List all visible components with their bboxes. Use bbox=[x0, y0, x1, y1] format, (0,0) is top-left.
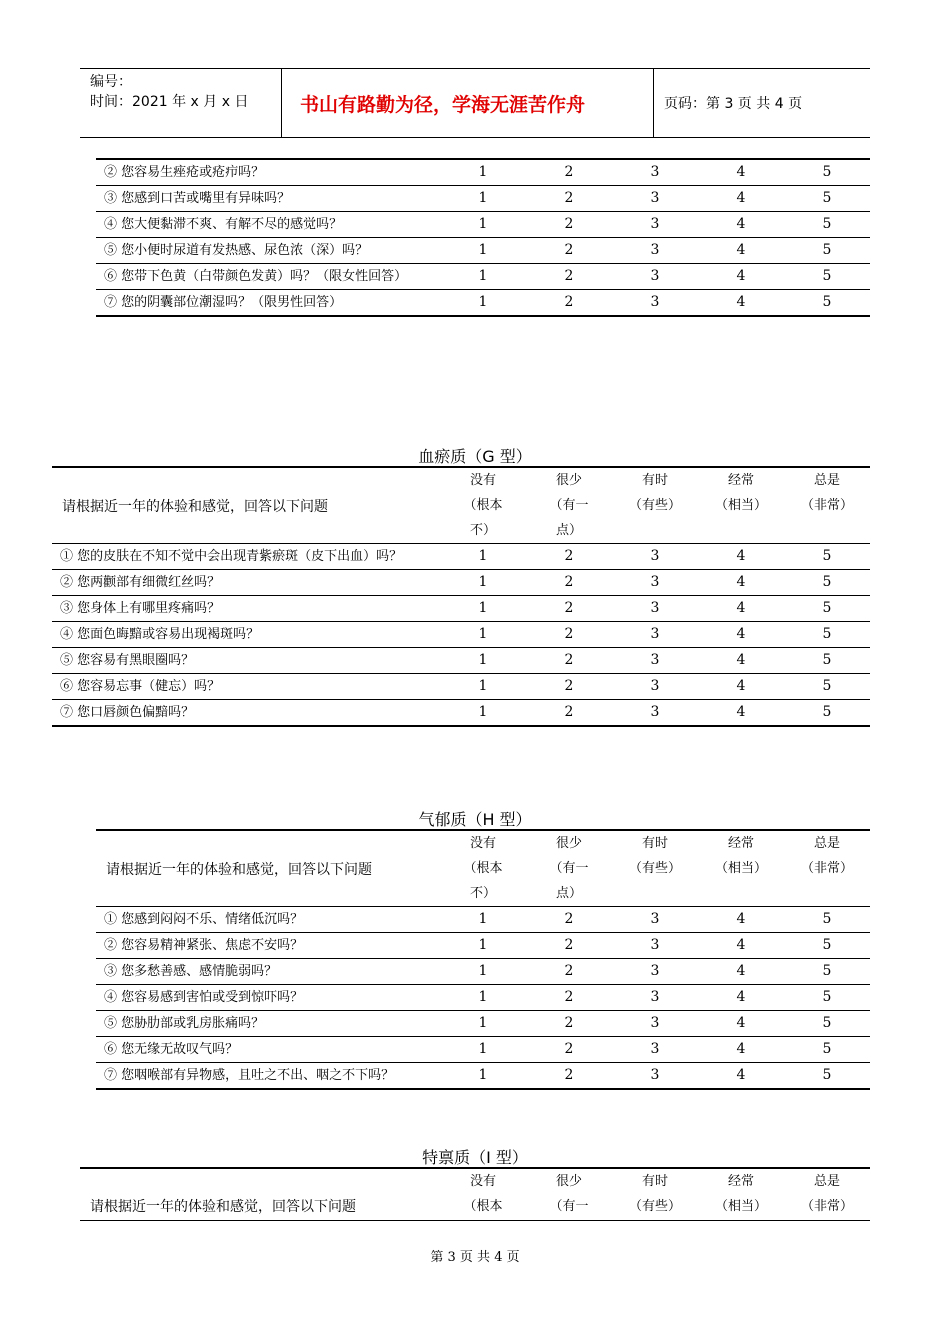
score-option-3[interactable]: 3 bbox=[612, 186, 698, 212]
question-row bbox=[52, 570, 870, 596]
score-option-4[interactable]: 4 bbox=[698, 1063, 784, 1090]
score-option-5[interactable]: 5 bbox=[784, 1011, 870, 1037]
question-text: ⑦ 您口唇颜色偏黯吗？ bbox=[52, 700, 440, 727]
score-option-5[interactable]: 5 bbox=[784, 544, 870, 570]
option-never: 没有 （根本 bbox=[440, 1168, 526, 1220]
section-g-title: 血瘀质（G 型） bbox=[418, 447, 532, 466]
option-always: 总是 （非常） bbox=[784, 467, 870, 544]
score-option-4[interactable]: 4 bbox=[698, 186, 784, 212]
question-text: ⑤ 您小便时尿道有发热感、尿色浓（深）吗？ bbox=[96, 238, 440, 264]
prompt-label: 请根据近一年的体验和感觉，回答以下问题 bbox=[96, 830, 440, 907]
score-option-1[interactable]: 1 bbox=[440, 674, 526, 700]
score-option-1[interactable]: 1 bbox=[440, 596, 526, 622]
question-row bbox=[96, 238, 870, 264]
score-option-3[interactable]: 3 bbox=[612, 596, 698, 622]
score-option-1[interactable]: 1 bbox=[440, 933, 526, 959]
score-option-5[interactable]: 5 bbox=[784, 1037, 870, 1063]
option-rarely: 很少 （有一 点） bbox=[526, 830, 612, 907]
question-text: ④ 您大便黏滞不爽、有解不尽的感觉吗？ bbox=[96, 212, 440, 238]
score-option-1[interactable]: 1 bbox=[440, 700, 526, 727]
option-often: 经常 （相当） bbox=[698, 467, 784, 544]
score-option-2[interactable]: 2 bbox=[526, 570, 612, 596]
table-section-g bbox=[52, 466, 870, 727]
page-header bbox=[80, 68, 870, 138]
score-option-2[interactable]: 2 bbox=[526, 186, 612, 212]
score-option-5[interactable]: 5 bbox=[784, 159, 870, 186]
score-option-5[interactable]: 5 bbox=[784, 238, 870, 264]
score-option-4[interactable]: 4 bbox=[698, 648, 784, 674]
score-option-5[interactable]: 5 bbox=[784, 985, 870, 1011]
score-option-5[interactable]: 5 bbox=[784, 648, 870, 674]
score-option-4[interactable]: 4 bbox=[698, 544, 784, 570]
table-section-f bbox=[96, 158, 870, 317]
score-option-5[interactable]: 5 bbox=[784, 1063, 870, 1090]
score-option-3[interactable]: 3 bbox=[612, 159, 698, 186]
question-text: ② 您两颧部有细微红丝吗？ bbox=[52, 570, 440, 596]
score-option-1[interactable]: 1 bbox=[440, 985, 526, 1011]
score-option-5[interactable]: 5 bbox=[784, 186, 870, 212]
score-option-5[interactable]: 5 bbox=[784, 959, 870, 985]
question-row bbox=[96, 933, 870, 959]
score-option-1[interactable]: 1 bbox=[440, 907, 526, 933]
score-option-4[interactable]: 4 bbox=[698, 264, 784, 290]
score-option-4[interactable]: 4 bbox=[698, 159, 784, 186]
score-option-2[interactable]: 2 bbox=[526, 648, 612, 674]
question-row bbox=[96, 212, 870, 238]
code-label: 编号： bbox=[90, 74, 132, 90]
option-never: 没有 （根本 不） bbox=[440, 830, 526, 907]
question-row bbox=[96, 959, 870, 985]
question-row bbox=[52, 596, 870, 622]
score-option-2[interactable]: 2 bbox=[526, 159, 612, 186]
score-option-5[interactable]: 5 bbox=[784, 212, 870, 238]
page-footer: 第 3 页 共 4 页 bbox=[430, 1250, 520, 1265]
score-option-3[interactable]: 3 bbox=[612, 544, 698, 570]
question-text: ⑥ 您无缘无故叹气吗？ bbox=[96, 1037, 440, 1063]
score-option-2[interactable]: 2 bbox=[526, 212, 612, 238]
question-row bbox=[96, 290, 870, 317]
score-option-5[interactable]: 5 bbox=[784, 596, 870, 622]
score-option-1[interactable]: 1 bbox=[440, 544, 526, 570]
question-row bbox=[96, 907, 870, 933]
question-text: ⑦ 您咽喉部有异物感，且吐之不出、咽之不下吗？ bbox=[96, 1063, 440, 1090]
header-page-label: 页码：第 3 页 共 4 页 bbox=[664, 96, 803, 112]
score-option-1[interactable]: 1 bbox=[440, 264, 526, 290]
score-option-5[interactable]: 5 bbox=[784, 264, 870, 290]
score-option-2[interactable]: 2 bbox=[526, 700, 612, 727]
score-option-3[interactable]: 3 bbox=[612, 622, 698, 648]
question-text: ① 您的皮肤在不知不觉中会出现青紫瘀斑（皮下出血）吗？ bbox=[52, 544, 440, 570]
score-option-1[interactable]: 1 bbox=[440, 570, 526, 596]
score-option-3[interactable]: 3 bbox=[612, 238, 698, 264]
score-option-4[interactable]: 4 bbox=[698, 238, 784, 264]
score-option-3[interactable]: 3 bbox=[612, 1011, 698, 1037]
table-section-h bbox=[96, 829, 870, 1090]
score-option-3[interactable]: 3 bbox=[612, 700, 698, 727]
score-option-3[interactable]: 3 bbox=[612, 290, 698, 317]
question-row bbox=[52, 544, 870, 570]
score-option-2[interactable]: 2 bbox=[526, 622, 612, 648]
score-option-3[interactable]: 3 bbox=[612, 959, 698, 985]
question-text: ② 您容易精神紧张、焦虑不安吗？ bbox=[96, 933, 440, 959]
score-option-2[interactable]: 2 bbox=[526, 1037, 612, 1063]
score-option-3[interactable]: 3 bbox=[612, 212, 698, 238]
score-option-2[interactable]: 2 bbox=[526, 1063, 612, 1090]
score-option-3[interactable]: 3 bbox=[612, 933, 698, 959]
score-option-5[interactable]: 5 bbox=[784, 622, 870, 648]
score-option-5[interactable]: 5 bbox=[784, 570, 870, 596]
question-row bbox=[96, 1011, 870, 1037]
score-option-4[interactable]: 4 bbox=[698, 1037, 784, 1063]
option-sometimes: 有时 （有些） bbox=[612, 1168, 698, 1220]
question-row bbox=[96, 1037, 870, 1063]
score-option-1[interactable]: 1 bbox=[440, 1063, 526, 1090]
question-text: ① 您感到闷闷不乐、情绪低沉吗？ bbox=[96, 907, 440, 933]
option-always: 总是 （非常） bbox=[784, 1168, 870, 1220]
option-rarely: 很少 （有一 点） bbox=[526, 467, 612, 544]
option-rarely: 很少 （有一 bbox=[526, 1168, 612, 1220]
option-never: 没有 （根本 不） bbox=[440, 467, 526, 544]
score-option-2[interactable]: 2 bbox=[526, 674, 612, 700]
option-often: 经常 （相当） bbox=[698, 830, 784, 907]
question-text: ④ 您容易感到害怕或受到惊吓吗？ bbox=[96, 985, 440, 1011]
question-row bbox=[52, 674, 870, 700]
score-option-2[interactable]: 2 bbox=[526, 985, 612, 1011]
question-text: ⑤ 您胁肋部或乳房胀痛吗？ bbox=[96, 1011, 440, 1037]
question-text: ③ 您多愁善感、感情脆弱吗？ bbox=[96, 959, 440, 985]
score-option-4[interactable]: 4 bbox=[698, 622, 784, 648]
question-row bbox=[96, 1063, 870, 1090]
score-option-4[interactable]: 4 bbox=[698, 933, 784, 959]
score-option-2[interactable]: 2 bbox=[526, 264, 612, 290]
score-option-5[interactable]: 5 bbox=[784, 700, 870, 727]
option-sometimes: 有时 （有些） bbox=[612, 830, 698, 907]
score-option-3[interactable]: 3 bbox=[612, 674, 698, 700]
score-option-4[interactable]: 4 bbox=[698, 985, 784, 1011]
time-label: 时间：2021 年 x 月 x 日 bbox=[90, 94, 249, 110]
question-text: ⑥ 您容易忘事（健忘）吗？ bbox=[52, 674, 440, 700]
option-often: 经常 （相当） bbox=[698, 1168, 784, 1220]
score-option-3[interactable]: 3 bbox=[612, 907, 698, 933]
question-text: ② 您容易生痤疮或疮疖吗？ bbox=[96, 159, 440, 186]
header-motto: 书山有路勤为径，学海无涯苦作舟 bbox=[282, 69, 654, 137]
score-option-4[interactable]: 4 bbox=[698, 1011, 784, 1037]
score-option-4[interactable]: 4 bbox=[698, 596, 784, 622]
question-row bbox=[96, 264, 870, 290]
question-row bbox=[96, 159, 870, 186]
question-row bbox=[96, 985, 870, 1011]
score-option-1[interactable]: 1 bbox=[440, 186, 526, 212]
prompt-label: 请根据近一年的体验和感觉，回答以下问题 bbox=[80, 1168, 440, 1220]
score-option-2[interactable]: 2 bbox=[526, 907, 612, 933]
score-option-5[interactable]: 5 bbox=[784, 290, 870, 317]
question-text: ③ 您感到口苦或嘴里有异味吗？ bbox=[96, 186, 440, 212]
score-option-4[interactable]: 4 bbox=[698, 959, 784, 985]
table-section-i bbox=[80, 1167, 870, 1221]
question-text: ⑥ 您带下色黄（白带颜色发黄）吗？（限女性回答） bbox=[96, 264, 440, 290]
prompt-label: 请根据近一年的体验和感觉，回答以下问题 bbox=[52, 467, 440, 544]
question-row bbox=[96, 186, 870, 212]
score-option-2[interactable]: 2 bbox=[526, 290, 612, 317]
question-text: ⑤ 您容易有黑眼圈吗？ bbox=[52, 648, 440, 674]
score-option-3[interactable]: 3 bbox=[612, 264, 698, 290]
score-option-1[interactable]: 1 bbox=[440, 959, 526, 985]
score-option-4[interactable]: 4 bbox=[698, 700, 784, 727]
score-option-5[interactable]: 5 bbox=[784, 674, 870, 700]
score-option-3[interactable]: 3 bbox=[612, 1037, 698, 1063]
option-sometimes: 有时 （有些） bbox=[612, 467, 698, 544]
score-option-1[interactable]: 1 bbox=[440, 290, 526, 317]
score-option-3[interactable]: 3 bbox=[612, 1063, 698, 1090]
score-option-4[interactable]: 4 bbox=[698, 212, 784, 238]
score-option-2[interactable]: 2 bbox=[526, 1011, 612, 1037]
score-option-2[interactable]: 2 bbox=[526, 933, 612, 959]
score-option-5[interactable]: 5 bbox=[784, 933, 870, 959]
question-row bbox=[52, 622, 870, 648]
score-option-2[interactable]: 2 bbox=[526, 959, 612, 985]
score-option-3[interactable]: 3 bbox=[612, 648, 698, 674]
score-option-1[interactable]: 1 bbox=[440, 1011, 526, 1037]
question-row bbox=[52, 700, 870, 727]
score-option-1[interactable]: 1 bbox=[440, 622, 526, 648]
score-option-4[interactable]: 4 bbox=[698, 290, 784, 317]
score-option-1[interactable]: 1 bbox=[440, 159, 526, 186]
score-option-3[interactable]: 3 bbox=[612, 570, 698, 596]
question-text: ③ 您身体上有哪里疼痛吗？ bbox=[52, 596, 440, 622]
section-h-title: 气郁质（H 型） bbox=[418, 810, 532, 829]
score-option-4[interactable]: 4 bbox=[698, 907, 784, 933]
score-option-2[interactable]: 2 bbox=[526, 544, 612, 570]
score-option-1[interactable]: 1 bbox=[440, 648, 526, 674]
score-option-4[interactable]: 4 bbox=[698, 570, 784, 596]
score-option-5[interactable]: 5 bbox=[784, 907, 870, 933]
question-row bbox=[52, 648, 870, 674]
score-option-3[interactable]: 3 bbox=[612, 985, 698, 1011]
score-option-1[interactable]: 1 bbox=[440, 1037, 526, 1063]
section-i-title: 特禀质（I 型） bbox=[422, 1148, 528, 1167]
score-option-2[interactable]: 2 bbox=[526, 238, 612, 264]
score-option-1[interactable]: 1 bbox=[440, 238, 526, 264]
option-always: 总是 （非常） bbox=[784, 830, 870, 907]
score-option-4[interactable]: 4 bbox=[698, 674, 784, 700]
question-text: ④ 您面色晦黯或容易出现褐斑吗？ bbox=[52, 622, 440, 648]
header-meta bbox=[80, 69, 282, 137]
score-option-2[interactable]: 2 bbox=[526, 596, 612, 622]
score-option-1[interactable]: 1 bbox=[440, 212, 526, 238]
question-text: ⑦ 您的阴囊部位潮湿吗？（限男性回答） bbox=[96, 290, 440, 317]
